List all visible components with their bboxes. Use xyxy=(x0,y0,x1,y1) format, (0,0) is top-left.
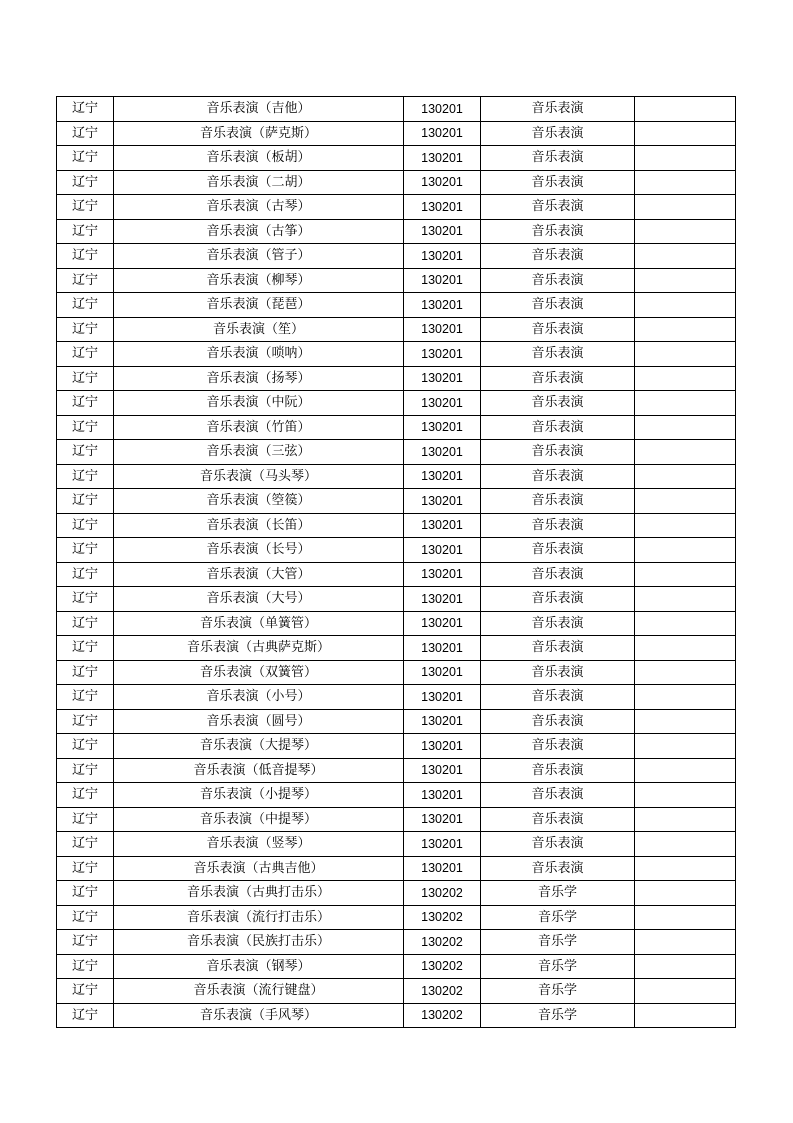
note-cell xyxy=(635,979,736,1004)
note-cell xyxy=(635,293,736,318)
code-cell: 130201 xyxy=(404,538,481,563)
category-cell: 音乐表演 xyxy=(481,587,635,612)
note-cell xyxy=(635,611,736,636)
code-cell: 130201 xyxy=(404,342,481,367)
province-cell: 辽宁 xyxy=(57,734,114,759)
province-cell: 辽宁 xyxy=(57,905,114,930)
province-cell: 辽宁 xyxy=(57,219,114,244)
category-cell: 音乐表演 xyxy=(481,783,635,808)
province-cell: 辽宁 xyxy=(57,97,114,122)
code-cell: 130201 xyxy=(404,611,481,636)
province-cell: 辽宁 xyxy=(57,660,114,685)
category-cell: 音乐表演 xyxy=(481,366,635,391)
table-row xyxy=(57,146,736,171)
code-cell: 130201 xyxy=(404,832,481,857)
code-cell: 130201 xyxy=(404,685,481,710)
major-cell: 音乐表演（古筝） xyxy=(114,219,404,244)
province-cell: 辽宁 xyxy=(57,807,114,832)
table-row xyxy=(57,513,736,538)
note-cell xyxy=(635,146,736,171)
code-cell: 130201 xyxy=(404,244,481,269)
code-cell: 130201 xyxy=(404,415,481,440)
table-row xyxy=(57,611,736,636)
category-cell: 音乐表演 xyxy=(481,513,635,538)
province-cell: 辽宁 xyxy=(57,979,114,1004)
category-cell: 音乐表演 xyxy=(481,685,635,710)
major-cell: 音乐表演（小提琴） xyxy=(114,783,404,808)
note-cell xyxy=(635,709,736,734)
note-cell xyxy=(635,562,736,587)
table-row xyxy=(57,660,736,685)
province-cell: 辽宁 xyxy=(57,587,114,612)
note-cell xyxy=(635,905,736,930)
note-cell xyxy=(635,415,736,440)
code-cell: 130201 xyxy=(404,317,481,342)
major-cell: 音乐表演（长号） xyxy=(114,538,404,563)
category-cell: 音乐表演 xyxy=(481,538,635,563)
major-cell: 音乐表演（竖琴） xyxy=(114,832,404,857)
province-cell: 辽宁 xyxy=(57,391,114,416)
category-cell: 音乐表演 xyxy=(481,415,635,440)
major-cell: 音乐表演（古琴） xyxy=(114,195,404,220)
table-row xyxy=(57,219,736,244)
major-cell: 音乐表演（吉他） xyxy=(114,97,404,122)
note-cell xyxy=(635,807,736,832)
major-cell: 音乐表演（竹笛） xyxy=(114,415,404,440)
major-cell: 音乐表演（琵琶） xyxy=(114,293,404,318)
code-cell: 130202 xyxy=(404,954,481,979)
category-cell: 音乐表演 xyxy=(481,97,635,122)
category-cell: 音乐表演 xyxy=(481,268,635,293)
province-cell: 辽宁 xyxy=(57,415,114,440)
table-row xyxy=(57,832,736,857)
major-cell: 音乐表演（扬琴） xyxy=(114,366,404,391)
code-cell: 130201 xyxy=(404,734,481,759)
table-row xyxy=(57,709,736,734)
major-cell: 音乐表演（圆号） xyxy=(114,709,404,734)
major-cell: 音乐表演（笙） xyxy=(114,317,404,342)
province-cell: 辽宁 xyxy=(57,244,114,269)
major-cell: 音乐表演（双簧管） xyxy=(114,660,404,685)
table-row xyxy=(57,170,736,195)
note-cell xyxy=(635,954,736,979)
category-cell: 音乐表演 xyxy=(481,856,635,881)
note-cell xyxy=(635,832,736,857)
category-cell: 音乐表演 xyxy=(481,562,635,587)
table-row xyxy=(57,979,736,1004)
code-cell: 130201 xyxy=(404,562,481,587)
province-cell: 辽宁 xyxy=(57,293,114,318)
table-row xyxy=(57,1003,736,1028)
note-cell xyxy=(635,587,736,612)
major-cell: 音乐表演（中提琴） xyxy=(114,807,404,832)
province-cell: 辽宁 xyxy=(57,146,114,171)
table-row xyxy=(57,440,736,465)
code-cell: 130201 xyxy=(404,636,481,661)
note-cell xyxy=(635,1003,736,1028)
table-row xyxy=(57,391,736,416)
table-row xyxy=(57,930,736,955)
major-cell: 音乐表演（马头琴） xyxy=(114,464,404,489)
code-cell: 130201 xyxy=(404,660,481,685)
category-cell: 音乐表演 xyxy=(481,758,635,783)
table-row xyxy=(57,538,736,563)
code-cell: 130201 xyxy=(404,97,481,122)
category-cell: 音乐表演 xyxy=(481,709,635,734)
code-cell: 130201 xyxy=(404,440,481,465)
category-cell: 音乐表演 xyxy=(481,489,635,514)
category-cell: 音乐学 xyxy=(481,1003,635,1028)
code-cell: 130201 xyxy=(404,146,481,171)
note-cell xyxy=(635,244,736,269)
category-cell: 音乐表演 xyxy=(481,734,635,759)
province-cell: 辽宁 xyxy=(57,636,114,661)
table-row xyxy=(57,317,736,342)
table-row xyxy=(57,464,736,489)
code-cell: 130201 xyxy=(404,293,481,318)
province-cell: 辽宁 xyxy=(57,832,114,857)
major-cell: 音乐表演（长笛） xyxy=(114,513,404,538)
province-cell: 辽宁 xyxy=(57,170,114,195)
category-cell: 音乐表演 xyxy=(481,219,635,244)
table-row xyxy=(57,905,736,930)
table-row xyxy=(57,293,736,318)
note-cell xyxy=(635,856,736,881)
note-cell xyxy=(635,366,736,391)
category-cell: 音乐表演 xyxy=(481,342,635,367)
table-row xyxy=(57,685,736,710)
code-cell: 130201 xyxy=(404,464,481,489)
major-cell: 音乐表演（管子） xyxy=(114,244,404,269)
table-row xyxy=(57,783,736,808)
category-cell: 音乐表演 xyxy=(481,440,635,465)
note-cell xyxy=(635,758,736,783)
note-cell xyxy=(635,734,736,759)
note-cell xyxy=(635,121,736,146)
table-row xyxy=(57,366,736,391)
province-cell: 辽宁 xyxy=(57,489,114,514)
major-cell: 音乐表演（古典吉他） xyxy=(114,856,404,881)
note-cell xyxy=(635,170,736,195)
province-cell: 辽宁 xyxy=(57,268,114,293)
table-body xyxy=(57,97,736,1028)
major-cell: 音乐表演（单簧管） xyxy=(114,611,404,636)
category-cell: 音乐学 xyxy=(481,930,635,955)
code-cell: 130202 xyxy=(404,881,481,906)
category-cell: 音乐学 xyxy=(481,905,635,930)
major-cell: 音乐表演（大号） xyxy=(114,587,404,612)
code-cell: 130201 xyxy=(404,219,481,244)
table-row xyxy=(57,97,736,122)
category-cell: 音乐表演 xyxy=(481,146,635,171)
major-cell: 音乐表演（钢琴） xyxy=(114,954,404,979)
major-cell: 音乐表演（大管） xyxy=(114,562,404,587)
code-cell: 130201 xyxy=(404,758,481,783)
code-cell: 130201 xyxy=(404,195,481,220)
note-cell xyxy=(635,268,736,293)
category-cell: 音乐表演 xyxy=(481,832,635,857)
major-cell: 音乐表演（流行打击乐） xyxy=(114,905,404,930)
major-cell: 音乐表演（手风琴） xyxy=(114,1003,404,1028)
province-cell: 辽宁 xyxy=(57,709,114,734)
code-cell: 130202 xyxy=(404,979,481,1004)
note-cell xyxy=(635,317,736,342)
note-cell xyxy=(635,219,736,244)
code-cell: 130201 xyxy=(404,268,481,293)
province-cell: 辽宁 xyxy=(57,562,114,587)
major-cell: 音乐表演（大提琴） xyxy=(114,734,404,759)
province-cell: 辽宁 xyxy=(57,440,114,465)
major-cell: 音乐表演（小号） xyxy=(114,685,404,710)
category-cell: 音乐表演 xyxy=(481,195,635,220)
province-cell: 辽宁 xyxy=(57,513,114,538)
province-cell: 辽宁 xyxy=(57,881,114,906)
province-cell: 辽宁 xyxy=(57,366,114,391)
note-cell xyxy=(635,391,736,416)
province-cell: 辽宁 xyxy=(57,195,114,220)
note-cell xyxy=(635,464,736,489)
note-cell xyxy=(635,489,736,514)
major-cell: 音乐表演（民族打击乐） xyxy=(114,930,404,955)
note-cell xyxy=(635,342,736,367)
province-cell: 辽宁 xyxy=(57,121,114,146)
table-row xyxy=(57,807,736,832)
province-cell: 辽宁 xyxy=(57,1003,114,1028)
category-cell: 音乐表演 xyxy=(481,611,635,636)
table-row xyxy=(57,734,736,759)
province-cell: 辽宁 xyxy=(57,930,114,955)
code-cell: 130201 xyxy=(404,783,481,808)
province-cell: 辽宁 xyxy=(57,783,114,808)
province-cell: 辽宁 xyxy=(57,954,114,979)
table-row xyxy=(57,562,736,587)
major-cell: 音乐表演（二胡） xyxy=(114,170,404,195)
category-cell: 音乐表演 xyxy=(481,660,635,685)
major-cell: 音乐表演（低音提琴） xyxy=(114,758,404,783)
table-row xyxy=(57,954,736,979)
table-row xyxy=(57,489,736,514)
category-cell: 音乐表演 xyxy=(481,464,635,489)
category-cell: 音乐表演 xyxy=(481,244,635,269)
note-cell xyxy=(635,440,736,465)
category-cell: 音乐表演 xyxy=(481,317,635,342)
code-cell: 130202 xyxy=(404,905,481,930)
note-cell xyxy=(635,783,736,808)
major-cell: 音乐表演（板胡） xyxy=(114,146,404,171)
major-cell: 音乐表演（箜篌） xyxy=(114,489,404,514)
category-cell: 音乐表演 xyxy=(481,293,635,318)
code-cell: 130201 xyxy=(404,489,481,514)
major-cell: 音乐表演（柳琴） xyxy=(114,268,404,293)
major-cell: 音乐表演（萨克斯） xyxy=(114,121,404,146)
table-row xyxy=(57,244,736,269)
table-row xyxy=(57,636,736,661)
province-cell: 辽宁 xyxy=(57,611,114,636)
table-row xyxy=(57,856,736,881)
province-cell: 辽宁 xyxy=(57,856,114,881)
table-row xyxy=(57,268,736,293)
category-cell: 音乐表演 xyxy=(481,170,635,195)
major-cell: 音乐表演（中阮） xyxy=(114,391,404,416)
major-table xyxy=(56,96,736,1028)
table-row xyxy=(57,121,736,146)
major-cell: 音乐表演（三弦） xyxy=(114,440,404,465)
code-cell: 130201 xyxy=(404,170,481,195)
category-cell: 音乐学 xyxy=(481,979,635,1004)
province-cell: 辽宁 xyxy=(57,758,114,783)
note-cell xyxy=(635,660,736,685)
table-row xyxy=(57,587,736,612)
table-row xyxy=(57,415,736,440)
code-cell: 130201 xyxy=(404,366,481,391)
code-cell: 130202 xyxy=(404,1003,481,1028)
note-cell xyxy=(635,636,736,661)
note-cell xyxy=(635,195,736,220)
province-cell: 辽宁 xyxy=(57,464,114,489)
province-cell: 辽宁 xyxy=(57,342,114,367)
code-cell: 130201 xyxy=(404,709,481,734)
category-cell: 音乐表演 xyxy=(481,636,635,661)
category-cell: 音乐表演 xyxy=(481,121,635,146)
table-row xyxy=(57,342,736,367)
province-cell: 辽宁 xyxy=(57,538,114,563)
category-cell: 音乐表演 xyxy=(481,807,635,832)
category-cell: 音乐学 xyxy=(481,881,635,906)
category-cell: 音乐学 xyxy=(481,954,635,979)
major-cell: 音乐表演（古典打击乐） xyxy=(114,881,404,906)
major-cell: 音乐表演（流行键盘） xyxy=(114,979,404,1004)
category-cell: 音乐表演 xyxy=(481,391,635,416)
table-row xyxy=(57,881,736,906)
province-cell: 辽宁 xyxy=(57,317,114,342)
note-cell xyxy=(635,538,736,563)
code-cell: 130201 xyxy=(404,121,481,146)
note-cell xyxy=(635,930,736,955)
table-row xyxy=(57,758,736,783)
province-cell: 辽宁 xyxy=(57,685,114,710)
code-cell: 130202 xyxy=(404,930,481,955)
major-cell: 音乐表演（唢呐） xyxy=(114,342,404,367)
code-cell: 130201 xyxy=(404,587,481,612)
code-cell: 130201 xyxy=(404,391,481,416)
note-cell xyxy=(635,513,736,538)
note-cell xyxy=(635,685,736,710)
table-row xyxy=(57,195,736,220)
code-cell: 130201 xyxy=(404,513,481,538)
code-cell: 130201 xyxy=(404,856,481,881)
note-cell xyxy=(635,97,736,122)
note-cell xyxy=(635,881,736,906)
major-cell: 音乐表演（古典萨克斯） xyxy=(114,636,404,661)
code-cell: 130201 xyxy=(404,807,481,832)
